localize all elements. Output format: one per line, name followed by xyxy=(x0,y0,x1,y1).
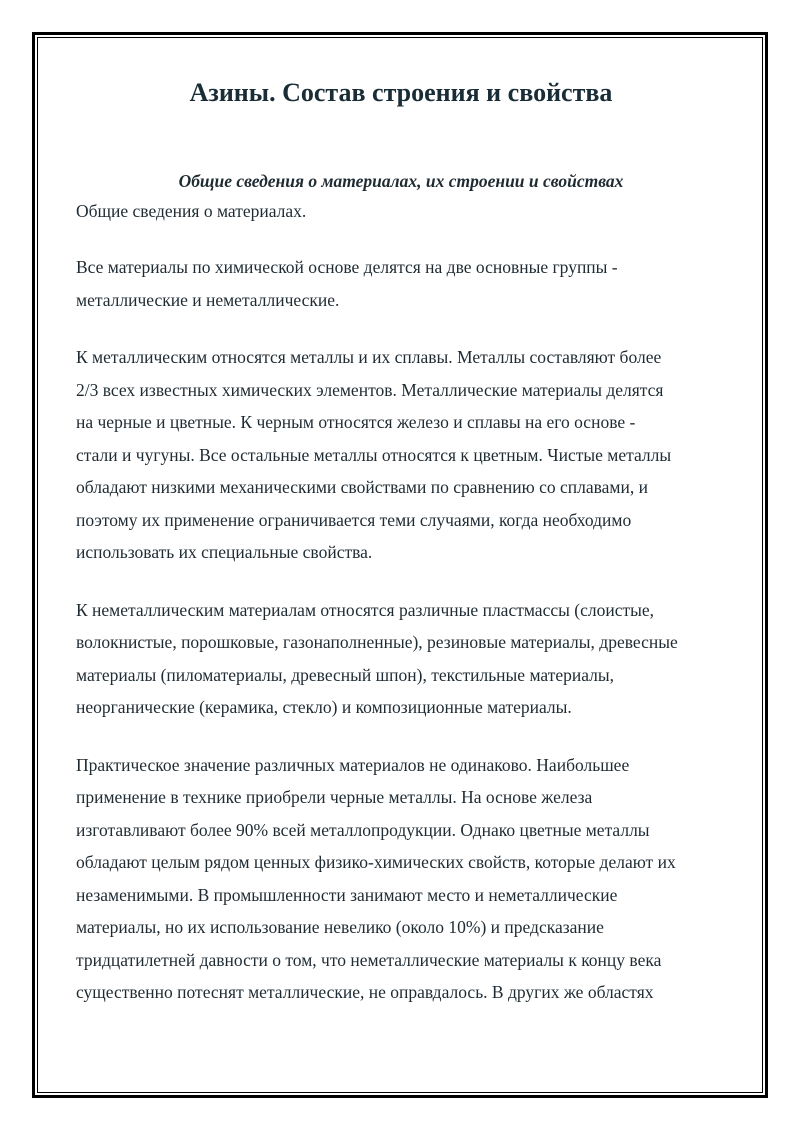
paragraph-line: тридцатилетней давности о том, что неметаллические материалы к концу века xyxy=(76,949,662,970)
paragraph-line: использовать их специальные свойства. xyxy=(76,542,373,562)
paragraph-line: применение в технике приобрели черные металлы. На основе железа xyxy=(76,787,593,807)
paragraph-line: волокнистые, порошковые, газонаполненные), резиновые материалы, древесные xyxy=(76,632,678,652)
paragraph-line: поэтому их применение ограничивается теми случаями, когда необходимо xyxy=(76,509,632,530)
paragraph-line: 2/3 всех известных химических элементов. Металлические материалы делятся xyxy=(76,379,664,400)
paragraph-2 xyxy=(76,341,726,569)
paragraph-line: существенно потеснят металлические, не оправдалось. В других же областях xyxy=(76,982,654,1002)
document-title: Азины. Состав строения и свойства xyxy=(189,78,613,107)
paragraph-line: незаменимыми. В промышленности занимают место и неметаллические xyxy=(76,884,618,905)
paragraph-line: К металлическим относятся металлы и их сплавы. Металлы составляют более xyxy=(76,347,662,367)
paragraph-line: Все материалы по химической основе делятся на две основные группы - xyxy=(76,257,618,277)
paragraph-line: на черные и цветные. К черным относятся железо и сплавы на его основе - xyxy=(76,412,636,432)
intro-line: Общие сведения о материалах. xyxy=(76,201,307,221)
paragraph-line: К неметаллическим материалам относятся различные пластмассы (слоистые, xyxy=(76,599,655,620)
section-subtitle: Общие сведения о материалах, их строении и свойствах xyxy=(178,171,624,191)
paragraph-3 xyxy=(76,594,726,724)
paragraph-line: металлические и неметаллические. xyxy=(76,289,340,310)
paragraph-line: материалы (пиломатериалы, древесный шпон), текстильные материалы, xyxy=(76,664,615,685)
paragraph-1 xyxy=(76,251,726,316)
paragraph-4 xyxy=(76,749,726,1009)
paragraph-line: Практическое значение различных материалов не одинаково. Наибольшее xyxy=(76,754,630,775)
paragraph-line: изготавливают более 90% всей металлопродукции. Однако цветные металлы xyxy=(76,819,650,840)
paragraph-line: стали и чугуны. Все остальные металлы относятся к цветным. Чистые металлы xyxy=(76,444,672,465)
paragraph-line: материалы, но их использование невелико (около 10%) и предсказание xyxy=(76,917,604,937)
document-content xyxy=(76,76,726,1009)
paragraph-line: обладают низкими механическими свойствами по сравнению со сплавами, и xyxy=(76,477,648,497)
paragraph-line: обладают целым рядом ценных физико-химических свойств, которые делают их xyxy=(76,852,676,872)
paragraph-line: неорганические (керамика, стекло) и композиционные материалы. xyxy=(76,697,572,717)
